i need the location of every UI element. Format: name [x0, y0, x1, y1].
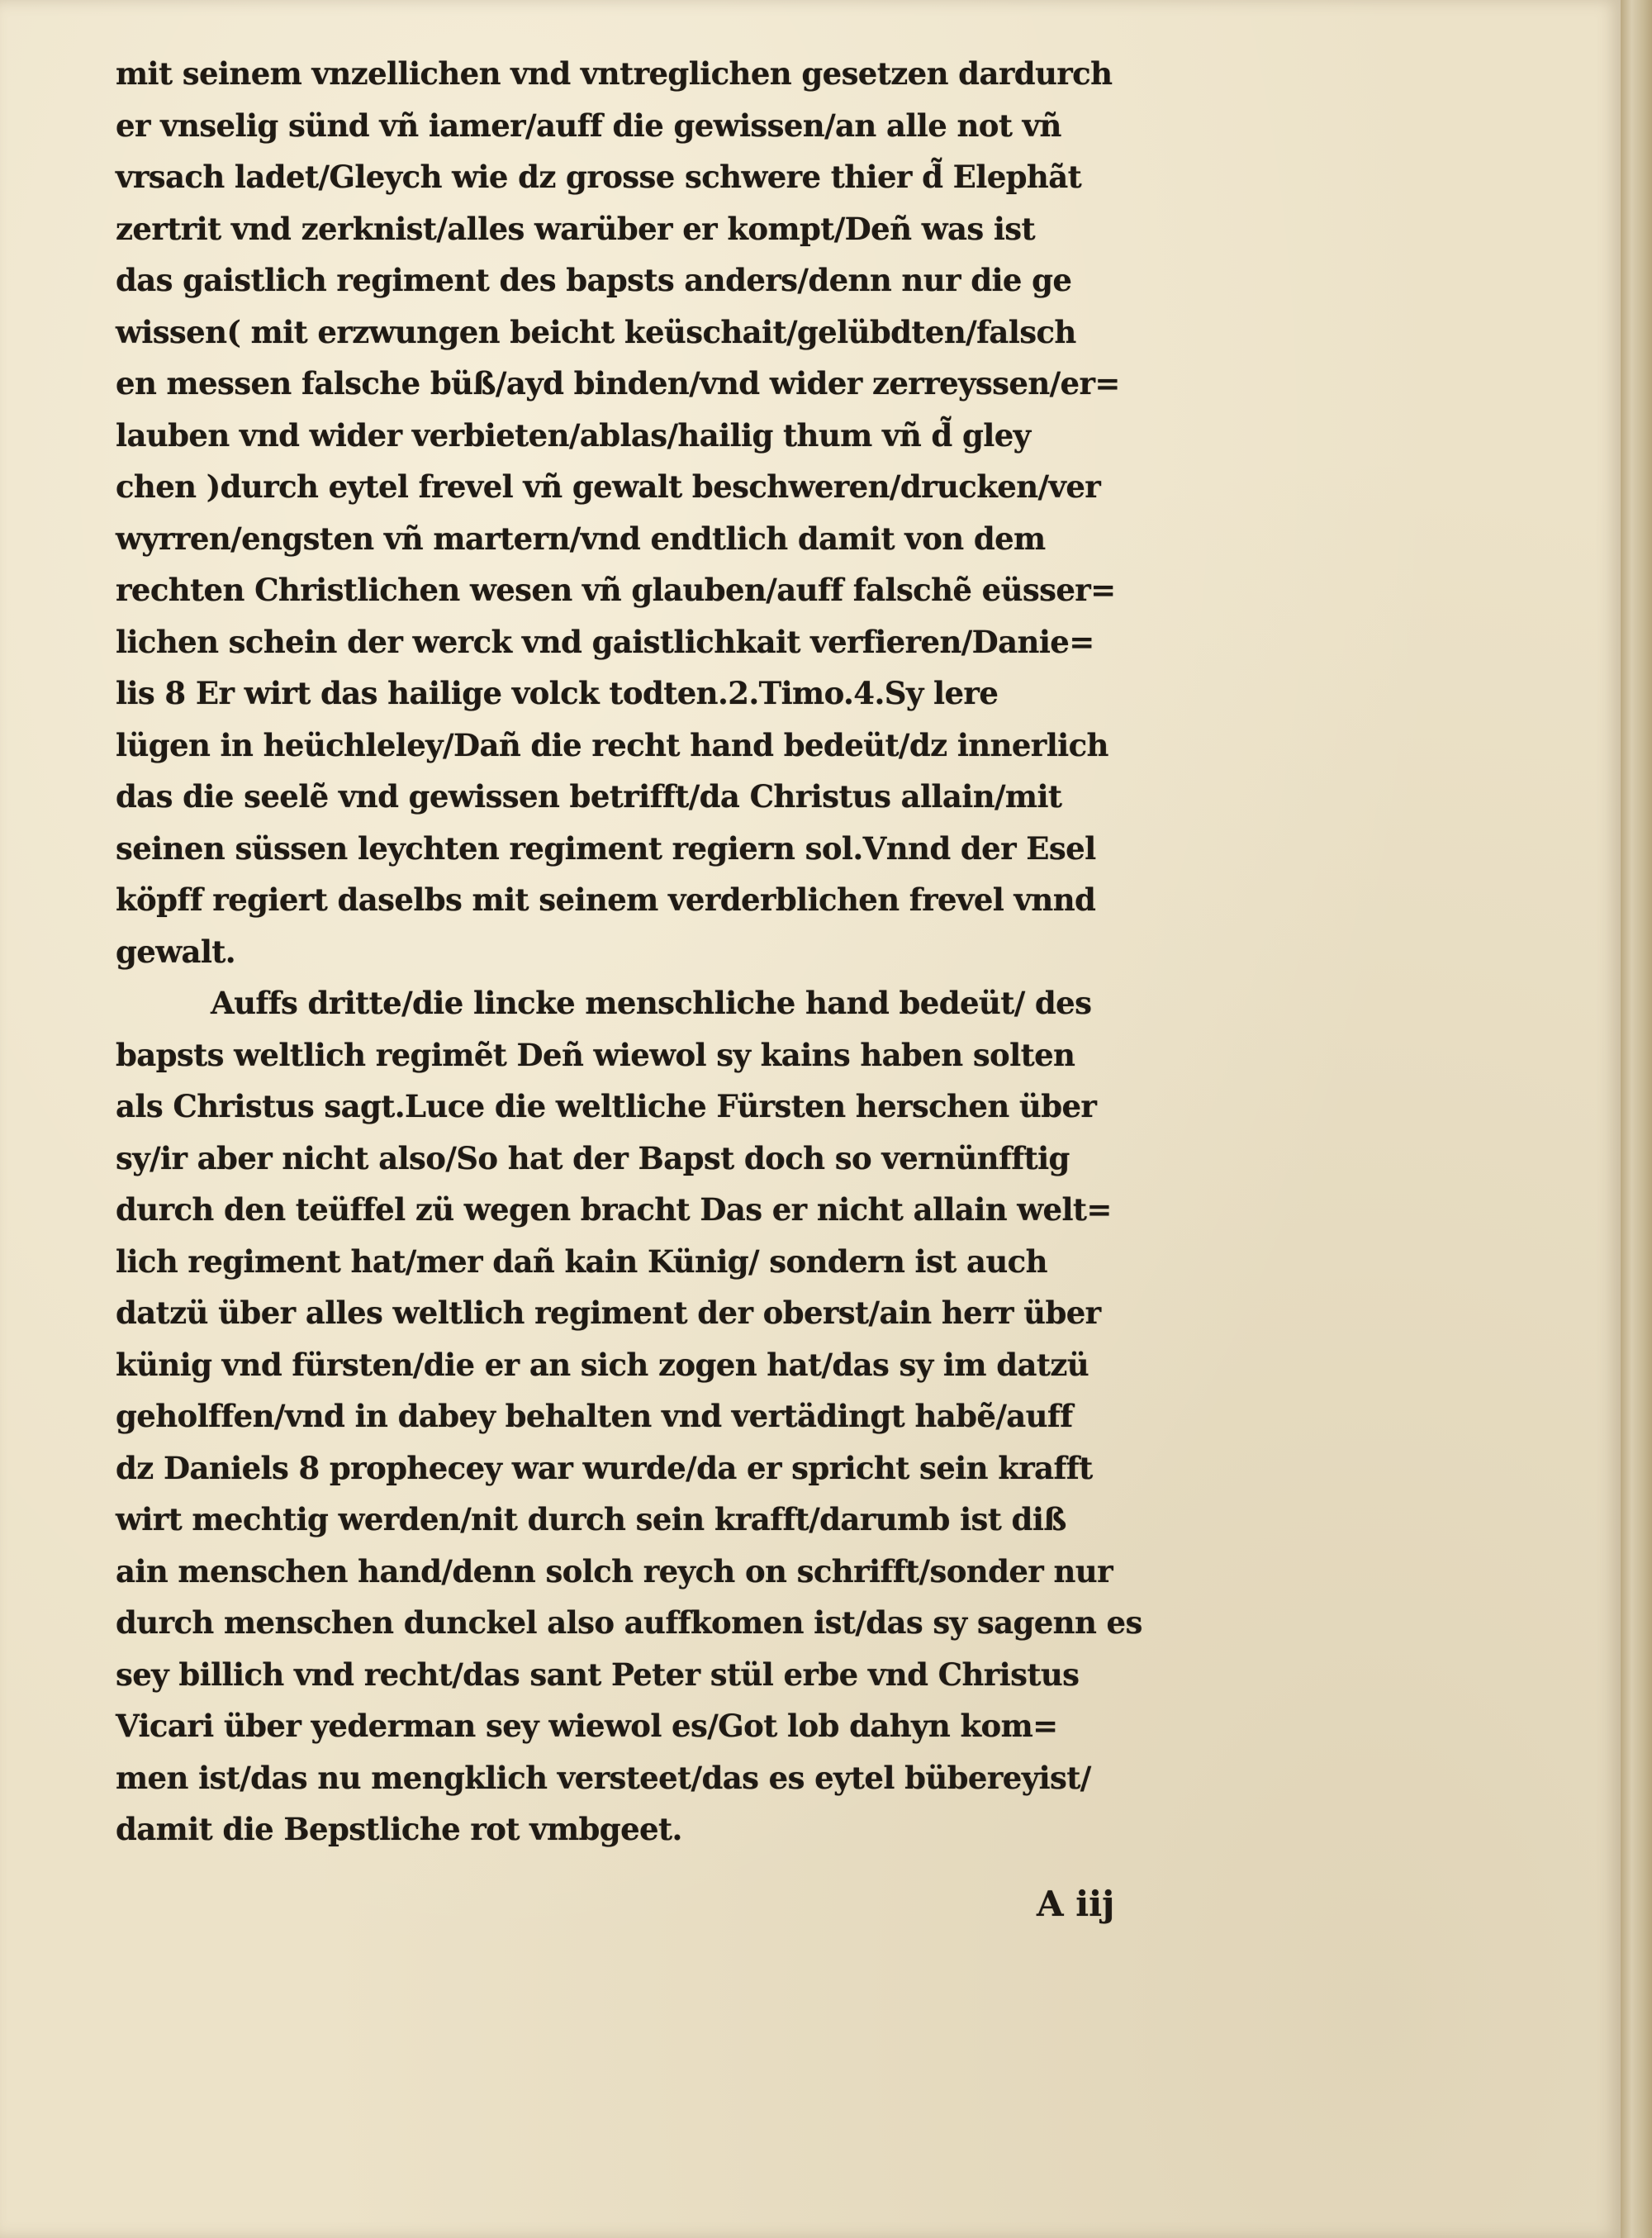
body-text: [116, 48, 1256, 1855]
text-line: ain menschen hand/denn solch reych on schrifft/sonder nur: [116, 1552, 1113, 1589]
text-line: er vnselig sünd vñ iamer/auff die gewissen/an alle not vñ: [116, 107, 1061, 144]
text-line: wyrren/engsten vñ martern/vnd endtlich damit von dem: [116, 520, 1046, 557]
text-line: köpff regiert daselbs mit seinem verderblichen frevel vnnd: [116, 881, 1096, 918]
text-line: lichen schein der werck vnd gaistlichkait verfieren/Danie=: [116, 623, 1094, 660]
text-line: vrsach ladet/Gleych wie dz grosse schwere thier d̃ Elephãt: [116, 159, 1082, 195]
text-line: durch den teüffel zü wegen bracht Das er nicht allain welt=: [116, 1191, 1112, 1228]
text-line: dz Daniels 8 prophecey war wurde/da er spricht sein krafft: [116, 1449, 1093, 1486]
text-line: wirt mechtig werden/nit durch sein krafft/darumb ist diß: [116, 1501, 1066, 1537]
text-line: bapsts weltlich regimẽt Deñ wiewol sy kains haben solten: [116, 1036, 1075, 1073]
text-line: chen )durch eytel frevel vñ gewalt beschweren/drucken/ver: [116, 468, 1101, 505]
text-line: Vicari über yederman sey wiewol es/Got lob dahyn kom=: [116, 1708, 1058, 1744]
text-line: wissen( mit erzwungen beicht keüschait/gelübdten/falsch: [116, 313, 1076, 350]
text-line: lis 8 Er wirt das hailige volck todten.2.Timo.4.Sy lere: [116, 675, 999, 711]
text-line: damit die Bepstliche rot vmbgeet.: [116, 1811, 682, 1847]
page-edge: [1621, 0, 1652, 2238]
text-line: sey billich vnd recht/das sant Peter stül erbe vnd Christus: [116, 1656, 1080, 1693]
text-line: lich regiment hat/mer dañ kain Künig/ sondern ist auch: [116, 1243, 1047, 1280]
text-line: lügen in heüchleley/Dañ die recht hand bedeüt/dz innerlich: [116, 726, 1108, 763]
text-line: men ist/das nu mengklich versteet/das es eytel bübereyist/: [116, 1759, 1091, 1796]
signature-mark: A iij: [1037, 1884, 1115, 1924]
text-line: datzü über alles weltlich regiment der oberst/ain herr über: [116, 1295, 1101, 1331]
paragraph-start-line: Auffs dritte/die lincke menschliche hand bedeüt/ des: [211, 985, 1092, 1021]
text-line: als Christus sagt.Luce die weltliche Fürsten herschen über: [116, 1088, 1097, 1124]
text-line: geholffen/vnd in dabey behalten vnd vertädingt habẽ/auff: [116, 1398, 1073, 1434]
text-line: gewalt.: [116, 933, 236, 970]
text-line: durch menschen dunckel also auffkomen ist/das sy sagenn es: [116, 1604, 1142, 1641]
text-line: rechten Christlichen wesen vñ glauben/auff falschẽ eüsser=: [116, 572, 1116, 608]
text-line: lauben vnd wider verbieten/ablas/hailig thum vñ d̃ gley: [116, 416, 1031, 454]
text-line: das die seelẽ vnd gewissen betrifft/da Christus allain/mit: [116, 778, 1062, 815]
text-line: sy/ir aber nicht also/So hat der Bapst doch so vernünfftig: [116, 1139, 1070, 1176]
text-line: mit seinem vnzellichen vnd vntreglichen gesetzen dardurch: [116, 55, 1113, 92]
text-line: das gaistlich regiment des bapsts anders/denn nur die ge: [116, 262, 1072, 298]
text-line: seinen süssen leychten regiment regiern sol.Vnnd der Esel: [116, 829, 1096, 867]
text-line: en messen falsche büß/ayd binden/vnd wider zerreyssen/er=: [116, 365, 1120, 402]
text-line: zertrit vnd zerknist/alles warüber er kompt/Deñ was ist: [116, 210, 1036, 247]
text-line: künig vnd fürsten/die er an sich zogen hat/das sy im datzü: [116, 1346, 1089, 1383]
